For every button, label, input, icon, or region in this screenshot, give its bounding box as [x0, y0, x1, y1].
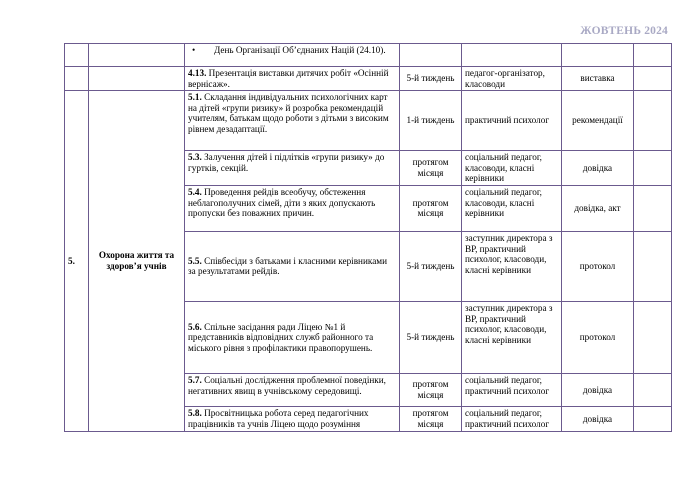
- table-row: [65, 44, 672, 67]
- result-cell: рекомендації: [562, 91, 634, 151]
- activity-cell: [185, 185, 400, 231]
- page-header-month: ЖОВТЕНЬ 2024: [580, 25, 668, 37]
- item-text: Залучення дітей і підлітків «групи ризику» до гуртків, секцій.: [188, 152, 385, 173]
- result-cell: довідка, акт: [562, 185, 634, 231]
- empty-cell: [634, 231, 672, 301]
- item-number: 5.7.: [188, 374, 202, 385]
- empty-cell: [634, 301, 672, 373]
- term-cell: [400, 44, 462, 67]
- empty-cell: [65, 67, 89, 91]
- responsible-cell: соціальний педагог, практичний психолог: [462, 406, 562, 431]
- section-number: 5.: [65, 91, 89, 432]
- item-text: Соціальні дослідження проблемної поведінки, негативних явищ в учнівському середовищі.: [188, 374, 386, 396]
- responsible-cell: практичний психолог: [462, 91, 562, 151]
- responsible-cell: соціальний педагог, класоводи, класні керівники: [462, 185, 562, 231]
- result-cell: [562, 44, 634, 67]
- empty-cell: [634, 406, 672, 431]
- table-row: [65, 91, 672, 151]
- empty-cell: [634, 151, 672, 186]
- empty-cell: [634, 91, 672, 151]
- item-number: 5.5.: [188, 255, 202, 266]
- result-cell: довідка: [562, 151, 634, 186]
- item-text: Просвітницька робота серед педагогічних працівників та учнів Ліцею щодо розуміння: [188, 407, 369, 429]
- activity-plan-table: [64, 43, 672, 432]
- responsible-cell: соціальний педагог, класоводи, класні керівники: [462, 151, 562, 186]
- empty-cell: [89, 44, 185, 67]
- item-number: 5.3.: [188, 152, 202, 163]
- term-cell: 5-й тиждень: [400, 301, 462, 373]
- empty-cell: [634, 44, 672, 67]
- result-cell: протокол: [562, 301, 634, 373]
- term-cell: 5-й тиждень: [400, 231, 462, 301]
- activity-cell: [185, 44, 400, 67]
- item-number: 5.6.: [188, 321, 202, 332]
- activity-cell: [185, 67, 400, 91]
- item-text: Проведення рейдів всеобучу, обстеження неблагополучних сімей, діти з яких допускають пропуски без поважних причин.: [188, 186, 376, 219]
- empty-cell: [89, 67, 185, 91]
- term-cell: 5-й тиждень: [400, 67, 462, 91]
- activity-cell: [185, 231, 400, 301]
- result-cell: довідка: [562, 406, 634, 431]
- item-text: Спільне засідання ради Ліцею №1 й представників відповідних служб районного та міського рівня з профілактики правопорушень.: [188, 321, 374, 353]
- section-title: Охорона життя та здоров’я учнів: [89, 91, 185, 432]
- table-row: [65, 67, 672, 91]
- empty-cell: [65, 44, 89, 67]
- empty-cell: [634, 67, 672, 91]
- item-number: 5.1.: [188, 92, 202, 103]
- activity-cell: [185, 373, 400, 406]
- term-cell: протягом місяця: [400, 151, 462, 186]
- result-cell: протокол: [562, 231, 634, 301]
- term-cell: протягом місяця: [400, 185, 462, 231]
- item-text: Співбесіди з батьками і класними керівниками за результатами рейдів.: [188, 255, 388, 277]
- responsible-cell: заступник директора з ВР, практичний психолог, класоводи, класні керівники: [462, 231, 562, 301]
- activity-cell: [185, 301, 400, 373]
- term-cell: 1-й тиждень: [400, 91, 462, 151]
- result-cell: довідка: [562, 373, 634, 406]
- term-cell: протягом місяця: [400, 373, 462, 406]
- item-text: Презентація виставки дитячих робіт «Осінній вернісаж».: [188, 68, 389, 89]
- activity-cell: [185, 91, 400, 151]
- item-number: 4.13.: [188, 68, 207, 78]
- activity-cell: [185, 406, 400, 431]
- item-number: 5.8.: [188, 407, 202, 418]
- activity-cell: [185, 151, 400, 186]
- item-number: 5.4.: [188, 186, 202, 197]
- responsible-cell: педагог-організатор, класоводи: [462, 67, 562, 91]
- empty-cell: [634, 185, 672, 231]
- responsible-cell: [462, 44, 562, 67]
- responsible-cell: соціальний педагог, практичний психолог: [462, 373, 562, 406]
- item-text: Складання індивідуальних психологічних карт на дітей «групи ризику» й розробка рекомендацій учителям, батькам щодо роботи з дітьми з високим рівнем дезадаптації.: [188, 92, 389, 134]
- responsible-cell: заступник директора з ВР, практичний психолог, класоводи, класні керівники: [462, 301, 562, 373]
- term-cell: протягом місяця: [400, 406, 462, 431]
- empty-cell: [634, 373, 672, 406]
- bullet-item: • День Організації Об’єднаних Націй (24.10).: [188, 45, 396, 56]
- result-cell: виставка: [562, 67, 634, 91]
